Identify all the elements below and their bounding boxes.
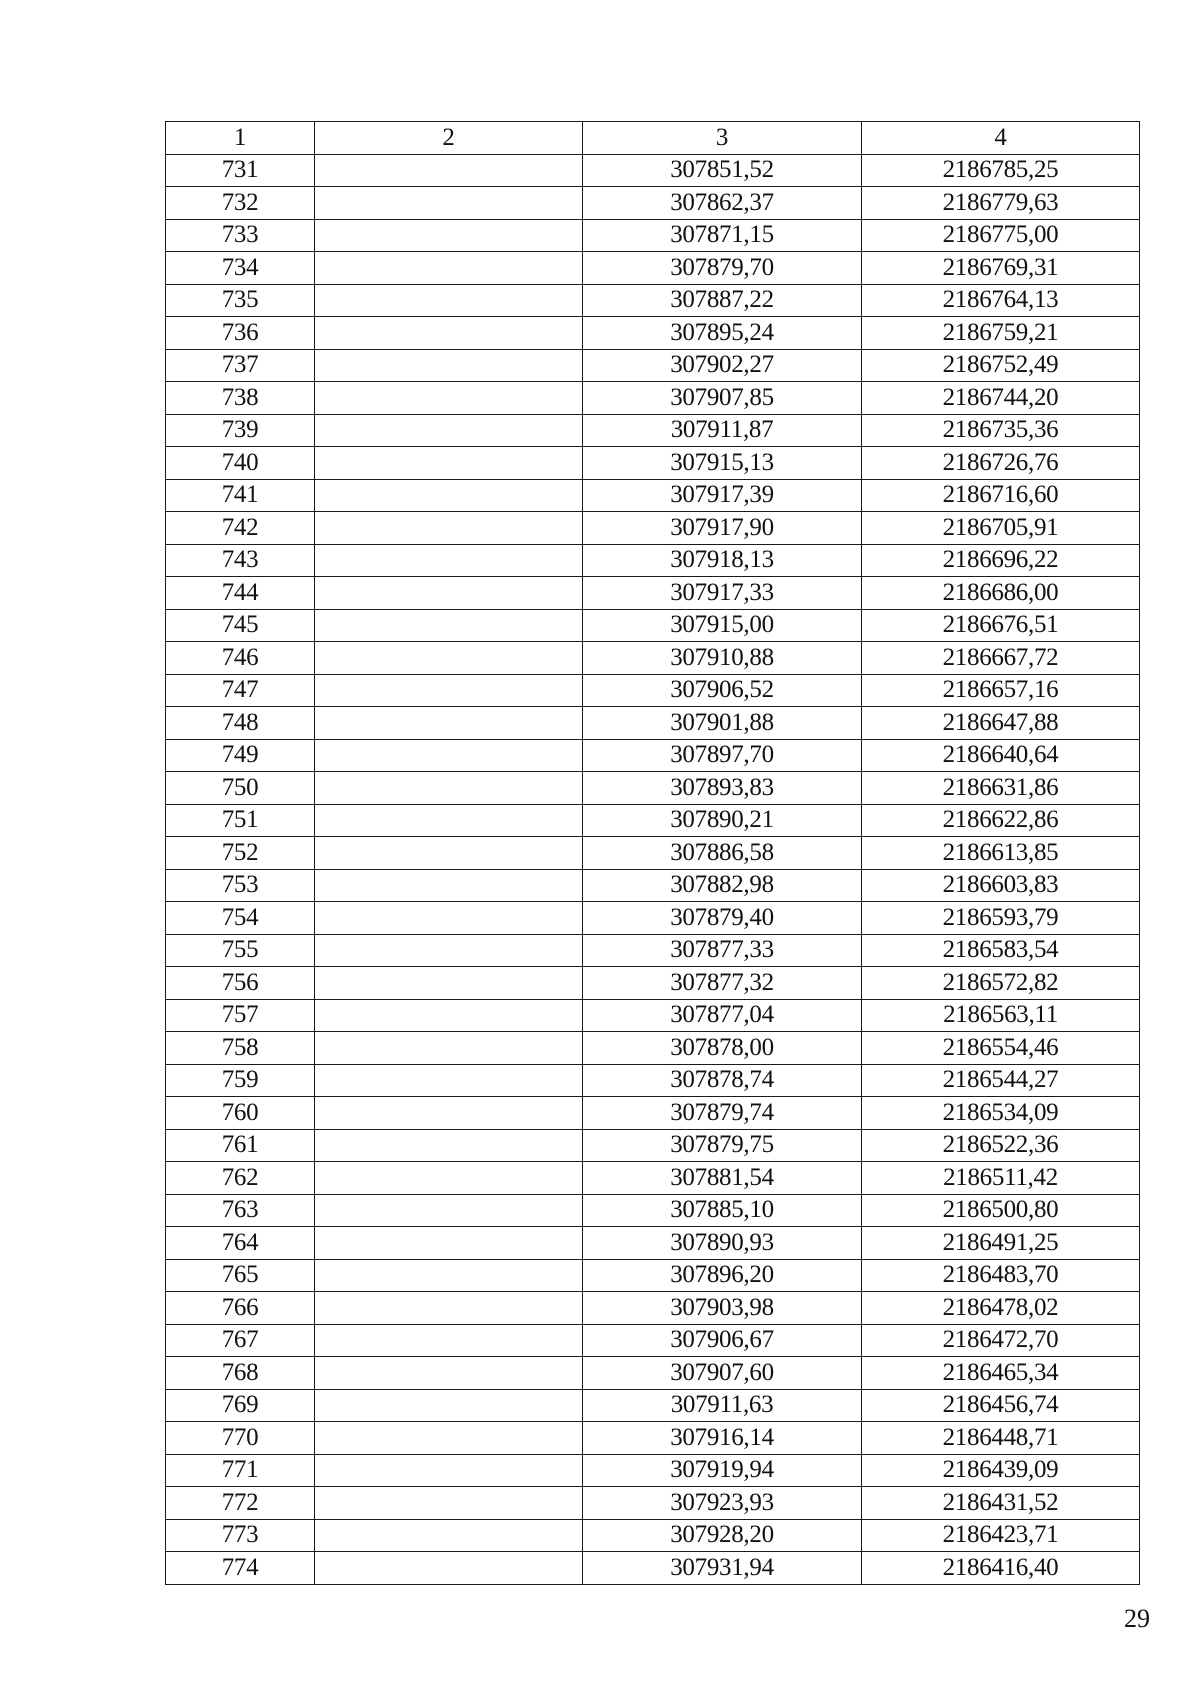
y-coordinate-cell: 2186593,79 <box>862 902 1140 935</box>
point-number-cell: 752 <box>166 837 315 870</box>
table-row <box>166 1454 1140 1487</box>
table-row <box>166 1519 1140 1552</box>
y-coordinate-cell: 2186775,00 <box>862 219 1140 252</box>
x-coordinate-cell: 307896,20 <box>583 1259 862 1292</box>
y-coordinate-cell: 2186603,83 <box>862 869 1140 902</box>
y-coordinate-cell: 2186647,88 <box>862 707 1140 740</box>
table-row <box>166 739 1140 772</box>
x-coordinate-cell: 307911,87 <box>583 414 862 447</box>
y-coordinate-cell: 2186456,74 <box>862 1389 1140 1422</box>
y-coordinate-cell: 2186613,85 <box>862 837 1140 870</box>
empty-cell <box>315 1357 583 1390</box>
table-row <box>166 284 1140 317</box>
table-header <box>166 122 1140 155</box>
table-row <box>166 414 1140 447</box>
table-row <box>166 1227 1140 1260</box>
empty-cell <box>315 544 583 577</box>
x-coordinate-cell: 307877,33 <box>583 934 862 967</box>
point-number-cell: 737 <box>166 349 315 382</box>
y-coordinate-cell: 2186631,86 <box>862 772 1140 805</box>
table-row <box>166 382 1140 415</box>
y-coordinate-cell: 2186439,09 <box>862 1454 1140 1487</box>
empty-cell <box>315 609 583 642</box>
table-row <box>166 902 1140 935</box>
x-coordinate-cell: 307910,88 <box>583 642 862 675</box>
x-coordinate-cell: 307881,54 <box>583 1162 862 1195</box>
empty-cell <box>315 1032 583 1065</box>
y-coordinate-cell: 2186491,25 <box>862 1227 1140 1260</box>
x-coordinate-cell: 307879,40 <box>583 902 862 935</box>
point-number-cell: 774 <box>166 1552 315 1585</box>
point-number-cell: 757 <box>166 999 315 1032</box>
x-coordinate-cell: 307879,75 <box>583 1129 862 1162</box>
table-row <box>166 1487 1140 1520</box>
y-coordinate-cell: 2186522,36 <box>862 1129 1140 1162</box>
empty-cell <box>315 1129 583 1162</box>
table-row <box>166 674 1140 707</box>
empty-cell <box>315 837 583 870</box>
empty-cell <box>315 479 583 512</box>
point-number-cell: 732 <box>166 187 315 220</box>
table-row <box>166 837 1140 870</box>
point-number-cell: 768 <box>166 1357 315 1390</box>
x-coordinate-cell: 307919,94 <box>583 1454 862 1487</box>
point-number-cell: 750 <box>166 772 315 805</box>
x-coordinate-cell: 307931,94 <box>583 1552 862 1585</box>
empty-cell <box>315 902 583 935</box>
point-number-cell: 740 <box>166 447 315 480</box>
empty-cell <box>315 934 583 967</box>
x-coordinate-cell: 307917,33 <box>583 577 862 610</box>
empty-cell <box>315 154 583 187</box>
empty-cell <box>315 1194 583 1227</box>
y-coordinate-cell: 2186465,34 <box>862 1357 1140 1390</box>
y-coordinate-cell: 2186534,09 <box>862 1097 1140 1130</box>
empty-cell <box>315 1097 583 1130</box>
y-coordinate-cell: 2186448,71 <box>862 1422 1140 1455</box>
y-coordinate-cell: 2186554,46 <box>862 1032 1140 1065</box>
y-coordinate-cell: 2186696,22 <box>862 544 1140 577</box>
column-header-3: 3 <box>583 122 862 155</box>
table-row <box>166 609 1140 642</box>
table-row <box>166 187 1140 220</box>
x-coordinate-cell: 307851,52 <box>583 154 862 187</box>
y-coordinate-cell: 2186431,52 <box>862 1487 1140 1520</box>
x-coordinate-cell: 307885,10 <box>583 1194 862 1227</box>
column-header-4: 4 <box>862 122 1140 155</box>
y-coordinate-cell: 2186667,72 <box>862 642 1140 675</box>
table-row <box>166 544 1140 577</box>
header-row <box>166 122 1140 155</box>
page-number: 29 <box>1124 1604 1150 1633</box>
point-number-cell: 773 <box>166 1519 315 1552</box>
x-coordinate-cell: 307877,32 <box>583 967 862 1000</box>
x-coordinate-cell: 307878,00 <box>583 1032 862 1065</box>
point-number-cell: 742 <box>166 512 315 545</box>
empty-cell <box>315 1422 583 1455</box>
table-row <box>166 479 1140 512</box>
x-coordinate-cell: 307906,52 <box>583 674 862 707</box>
x-coordinate-cell: 307901,88 <box>583 707 862 740</box>
point-number-cell: 769 <box>166 1389 315 1422</box>
point-number-cell: 767 <box>166 1324 315 1357</box>
point-number-cell: 770 <box>166 1422 315 1455</box>
x-coordinate-cell: 307879,70 <box>583 252 862 285</box>
x-coordinate-cell: 307923,93 <box>583 1487 862 1520</box>
x-coordinate-cell: 307903,98 <box>583 1292 862 1325</box>
point-number-cell: 771 <box>166 1454 315 1487</box>
y-coordinate-cell: 2186686,00 <box>862 577 1140 610</box>
y-coordinate-cell: 2186744,20 <box>862 382 1140 415</box>
empty-cell <box>315 999 583 1032</box>
point-number-cell: 772 <box>166 1487 315 1520</box>
x-coordinate-cell: 307915,00 <box>583 609 862 642</box>
coordinates-table <box>165 121 1140 1585</box>
empty-cell <box>315 772 583 805</box>
table-row <box>166 1194 1140 1227</box>
y-coordinate-cell: 2186583,54 <box>862 934 1140 967</box>
y-coordinate-cell: 2186478,02 <box>862 1292 1140 1325</box>
point-number-cell: 745 <box>166 609 315 642</box>
y-coordinate-cell: 2186779,63 <box>862 187 1140 220</box>
empty-cell <box>315 804 583 837</box>
x-coordinate-cell: 307893,83 <box>583 772 862 805</box>
x-coordinate-cell: 307907,60 <box>583 1357 862 1390</box>
table-row <box>166 317 1140 350</box>
empty-cell <box>315 447 583 480</box>
point-number-cell: 756 <box>166 967 315 1000</box>
x-coordinate-cell: 307879,74 <box>583 1097 862 1130</box>
empty-cell <box>315 642 583 675</box>
empty-cell <box>315 1552 583 1585</box>
empty-cell <box>315 1259 583 1292</box>
empty-cell <box>315 707 583 740</box>
point-number-cell: 736 <box>166 317 315 350</box>
empty-cell <box>315 1162 583 1195</box>
empty-cell <box>315 1227 583 1260</box>
x-coordinate-cell: 307916,14 <box>583 1422 862 1455</box>
empty-cell <box>315 219 583 252</box>
table-row <box>166 1292 1140 1325</box>
point-number-cell: 762 <box>166 1162 315 1195</box>
y-coordinate-cell: 2186511,42 <box>862 1162 1140 1195</box>
point-number-cell: 763 <box>166 1194 315 1227</box>
x-coordinate-cell: 307887,22 <box>583 284 862 317</box>
x-coordinate-cell: 307897,70 <box>583 739 862 772</box>
y-coordinate-cell: 2186752,49 <box>862 349 1140 382</box>
x-coordinate-cell: 307907,85 <box>583 382 862 415</box>
table-row <box>166 1422 1140 1455</box>
table-row <box>166 772 1140 805</box>
y-coordinate-cell: 2186676,51 <box>862 609 1140 642</box>
empty-cell <box>315 739 583 772</box>
point-number-cell: 748 <box>166 707 315 740</box>
point-number-cell: 761 <box>166 1129 315 1162</box>
table-row <box>166 869 1140 902</box>
point-number-cell: 741 <box>166 479 315 512</box>
table-row <box>166 642 1140 675</box>
y-coordinate-cell: 2186500,80 <box>862 1194 1140 1227</box>
column-header-1: 1 <box>166 122 315 155</box>
empty-cell <box>315 1324 583 1357</box>
y-coordinate-cell: 2186657,16 <box>862 674 1140 707</box>
empty-cell <box>315 414 583 447</box>
x-coordinate-cell: 307871,15 <box>583 219 862 252</box>
table-row <box>166 1357 1140 1390</box>
y-coordinate-cell: 2186640,64 <box>862 739 1140 772</box>
empty-cell <box>315 1389 583 1422</box>
x-coordinate-cell: 307895,24 <box>583 317 862 350</box>
y-coordinate-cell: 2186483,70 <box>862 1259 1140 1292</box>
column-header-2: 2 <box>315 122 583 155</box>
point-number-cell: 755 <box>166 934 315 967</box>
table-row <box>166 154 1140 187</box>
empty-cell <box>315 1292 583 1325</box>
x-coordinate-cell: 307882,98 <box>583 869 862 902</box>
point-number-cell: 765 <box>166 1259 315 1292</box>
y-coordinate-cell: 2186705,91 <box>862 512 1140 545</box>
y-coordinate-cell: 2186423,71 <box>862 1519 1140 1552</box>
x-coordinate-cell: 307862,37 <box>583 187 862 220</box>
table-row <box>166 934 1140 967</box>
table-row <box>166 1032 1140 1065</box>
empty-cell <box>315 1064 583 1097</box>
point-number-cell: 743 <box>166 544 315 577</box>
point-number-cell: 753 <box>166 869 315 902</box>
x-coordinate-cell: 307902,27 <box>583 349 862 382</box>
table-row <box>166 447 1140 480</box>
y-coordinate-cell: 2186764,13 <box>862 284 1140 317</box>
table-row <box>166 512 1140 545</box>
table-body <box>166 154 1140 1584</box>
point-number-cell: 735 <box>166 284 315 317</box>
empty-cell <box>315 577 583 610</box>
empty-cell <box>315 512 583 545</box>
empty-cell <box>315 382 583 415</box>
y-coordinate-cell: 2186472,70 <box>862 1324 1140 1357</box>
x-coordinate-cell: 307890,93 <box>583 1227 862 1260</box>
x-coordinate-cell: 307917,90 <box>583 512 862 545</box>
point-number-cell: 733 <box>166 219 315 252</box>
table-row <box>166 707 1140 740</box>
empty-cell <box>315 252 583 285</box>
table-row <box>166 804 1140 837</box>
point-number-cell: 766 <box>166 1292 315 1325</box>
table-row <box>166 252 1140 285</box>
empty-cell <box>315 674 583 707</box>
table-row <box>166 999 1140 1032</box>
y-coordinate-cell: 2186544,27 <box>862 1064 1140 1097</box>
table-row <box>166 1552 1140 1585</box>
x-coordinate-cell: 307877,04 <box>583 999 862 1032</box>
empty-cell <box>315 967 583 1000</box>
y-coordinate-cell: 2186769,31 <box>862 252 1140 285</box>
y-coordinate-cell: 2186563,11 <box>862 999 1140 1032</box>
empty-cell <box>315 317 583 350</box>
point-number-cell: 731 <box>166 154 315 187</box>
y-coordinate-cell: 2186735,36 <box>862 414 1140 447</box>
empty-cell <box>315 349 583 382</box>
table-row <box>166 1064 1140 1097</box>
x-coordinate-cell: 307906,67 <box>583 1324 862 1357</box>
table-row <box>166 1162 1140 1195</box>
table-row <box>166 1259 1140 1292</box>
empty-cell <box>315 187 583 220</box>
x-coordinate-cell: 307878,74 <box>583 1064 862 1097</box>
table-row <box>166 1324 1140 1357</box>
table-row <box>166 1389 1140 1422</box>
point-number-cell: 739 <box>166 414 315 447</box>
y-coordinate-cell: 2186716,60 <box>862 479 1140 512</box>
point-number-cell: 746 <box>166 642 315 675</box>
empty-cell <box>315 284 583 317</box>
point-number-cell: 751 <box>166 804 315 837</box>
table-row <box>166 1097 1140 1130</box>
table-row <box>166 1129 1140 1162</box>
point-number-cell: 738 <box>166 382 315 415</box>
y-coordinate-cell: 2186785,25 <box>862 154 1140 187</box>
point-number-cell: 754 <box>166 902 315 935</box>
x-coordinate-cell: 307886,58 <box>583 837 862 870</box>
empty-cell <box>315 1487 583 1520</box>
x-coordinate-cell: 307915,13 <box>583 447 862 480</box>
point-number-cell: 764 <box>166 1227 315 1260</box>
y-coordinate-cell: 2186759,21 <box>862 317 1140 350</box>
x-coordinate-cell: 307918,13 <box>583 544 862 577</box>
empty-cell <box>315 1454 583 1487</box>
x-coordinate-cell: 307890,21 <box>583 804 862 837</box>
point-number-cell: 744 <box>166 577 315 610</box>
point-number-cell: 760 <box>166 1097 315 1130</box>
point-number-cell: 747 <box>166 674 315 707</box>
point-number-cell: 749 <box>166 739 315 772</box>
table-row <box>166 577 1140 610</box>
point-number-cell: 759 <box>166 1064 315 1097</box>
point-number-cell: 758 <box>166 1032 315 1065</box>
x-coordinate-cell: 307928,20 <box>583 1519 862 1552</box>
table-row <box>166 349 1140 382</box>
y-coordinate-cell: 2186622,86 <box>862 804 1140 837</box>
y-coordinate-cell: 2186416,40 <box>862 1552 1140 1585</box>
point-number-cell: 734 <box>166 252 315 285</box>
x-coordinate-cell: 307917,39 <box>583 479 862 512</box>
table-row <box>166 967 1140 1000</box>
table-row <box>166 219 1140 252</box>
y-coordinate-cell: 2186726,76 <box>862 447 1140 480</box>
x-coordinate-cell: 307911,63 <box>583 1389 862 1422</box>
y-coordinate-cell: 2186572,82 <box>862 967 1140 1000</box>
empty-cell <box>315 869 583 902</box>
empty-cell <box>315 1519 583 1552</box>
